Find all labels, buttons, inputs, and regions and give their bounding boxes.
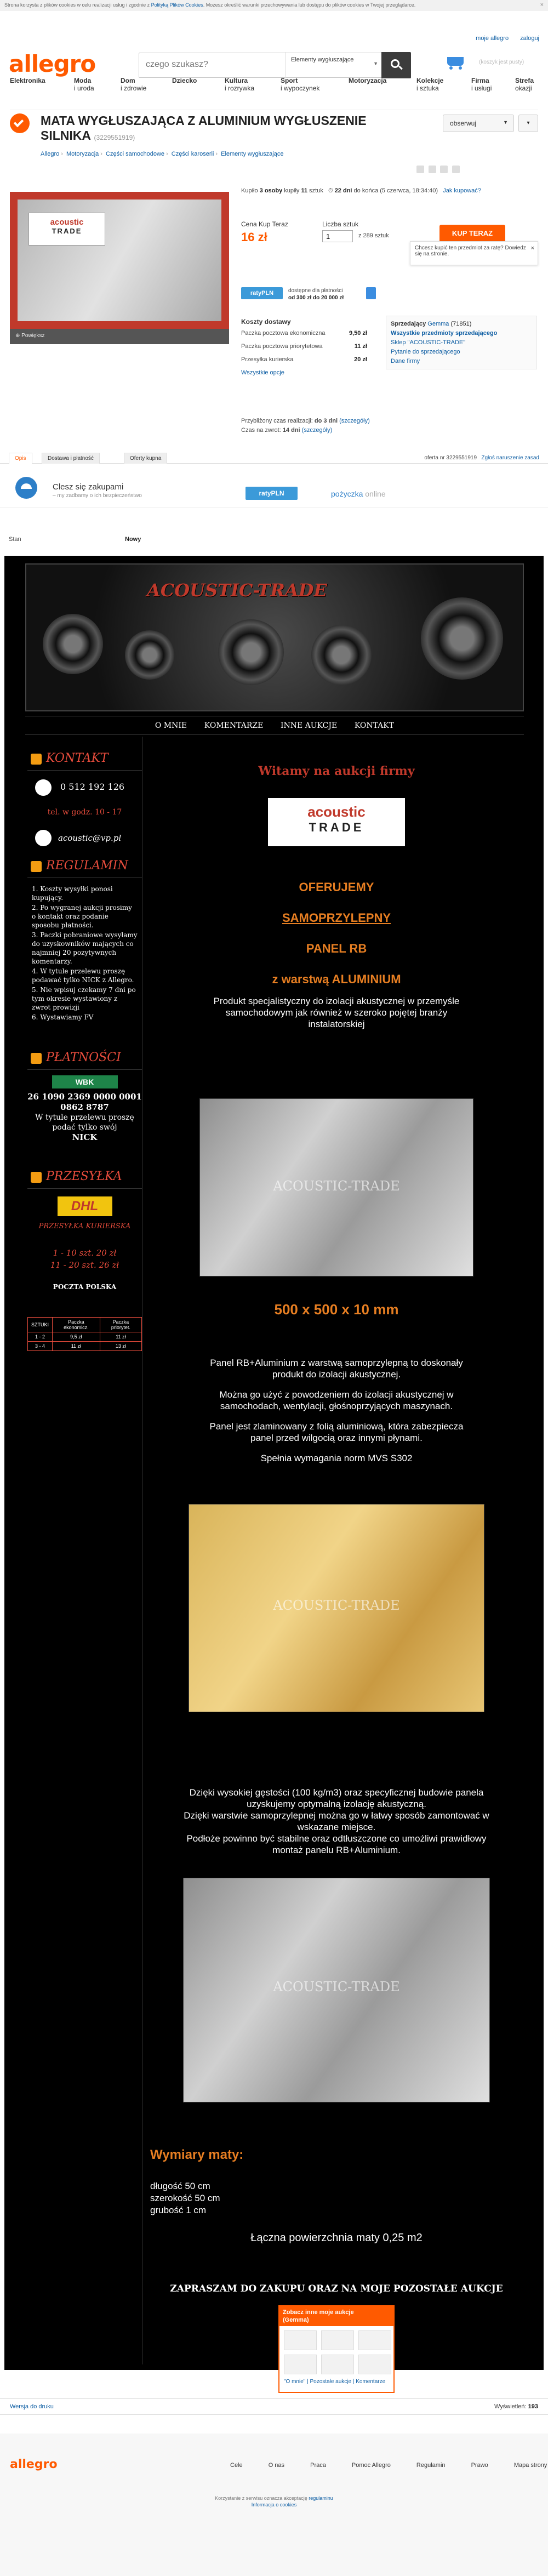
- print-version-link[interactable]: Wersja do druku: [10, 2403, 54, 2410]
- page-title: [41, 113, 402, 145]
- description-content: [145, 737, 528, 2364]
- bottom-bar: [0, 2398, 548, 2415]
- watermark: ACOUSTIC-TRADE: [273, 1178, 400, 1194]
- footer-link[interactable]: Praca: [310, 2462, 326, 2469]
- nav-item-motoryzacja[interactable]: Motoryzacja: [349, 77, 387, 84]
- rules-list: 1. Koszty wysyłki ponosi kupujący. 2. Po wygranej aukcji prosimy o kontakt oraz podanie sposobu płatności. 3. Paczki pobraniowe wysyłamy do uzyskowników mających co najmniej 20 pozytywnych komentarzy. 4. W tytule przelewu proszę podawać tylko NICK z Allegro. 5. Nie wpisuj czekamy 7 dni po tym okresie wystawiony z zwrot prowizji 6. Wystawiamy FV: [32, 885, 138, 1021]
- description-paragraph: Podłoże powinno być stabilne oraz odtłuszczone co umożliwi prawidłowy montaż panelu RB+Aluminium.: [186, 1833, 487, 1855]
- kontakt-heading: KONTAKT: [27, 746, 142, 771]
- footer-link[interactable]: Pomoc Allegro: [351, 2462, 391, 2469]
- ratypl-badge[interactable]: ratyPLN: [241, 287, 283, 299]
- print-icon[interactable]: [416, 166, 424, 173]
- category-select[interactable]: [285, 52, 381, 78]
- footer-link[interactable]: O nas: [268, 2462, 285, 2469]
- dimensions-heading: Wymiary maty:: [150, 2147, 244, 2162]
- email-address[interactable]: acoustic@vp.pl: [58, 833, 122, 843]
- invite-text: ZAPRASZAM DO ZAKUPU ORAZ NA MOJE POZOSTAŁE AUKCJE: [170, 2283, 503, 2294]
- category-label: Elementy wygłuszające: [291, 56, 354, 63]
- footer-link[interactable]: Mapa strony: [513, 2462, 547, 2469]
- nav-o-mnie[interactable]: O MNIE: [155, 721, 187, 730]
- footer-link[interactable]: Regulamin: [416, 2462, 446, 2469]
- banner-nav: [25, 716, 524, 734]
- footer-link[interactable]: Cele: [230, 2462, 243, 2469]
- check-icon: [10, 113, 30, 133]
- nav-komentarze[interactable]: KOMENTARZE: [204, 721, 264, 730]
- umbrella-icon: [15, 477, 37, 499]
- nav-inne-aukcje[interactable]: INNE AUKCJE: [280, 721, 338, 730]
- my-allegro-link[interactable]: moje allegro: [476, 35, 509, 42]
- watermark: ACOUSTIC-TRADE: [273, 1979, 400, 1994]
- bank-logo: WBK: [52, 1075, 118, 1088]
- terms-link[interactable]: regulaminu: [309, 2495, 333, 2501]
- description-paragraph: Dzięki warstwie samoprzylepnej można go w łatwy sposób zamontować w wskazane miejsce.: [184, 1810, 489, 1832]
- footer-link[interactable]: Prawo: [471, 2462, 488, 2469]
- other-auctions-grid: [284, 2330, 391, 2374]
- table-row: 3 - 4 11 zł 13 zł: [28, 1342, 142, 1351]
- description-sidebar: [27, 737, 142, 2364]
- facebook-icon[interactable]: [440, 166, 448, 173]
- watermark: ACOUSTIC-TRADE: [273, 1598, 400, 1614]
- tab-opis[interactable]: Opis: [9, 453, 32, 464]
- description-paragraph: Panel RB+Aluminium z warstwą samoprzylepną to doskonały produkt do izolacji akustycznej.: [210, 1358, 463, 1380]
- tooltip-text: Chcesz kupić ten przedmiot za ratę? Dowiedz się na stronie.: [415, 245, 526, 257]
- description-paragraph: Dzięki wysokiej gęstości (100 kg/m3) oraz specyficznej budowie panela uzyskujemy optymalną izolację akustyczną.: [189, 1787, 484, 1809]
- welcome-heading: Witamy na aukcji firmy: [258, 764, 415, 778]
- item-panel: [241, 181, 537, 376]
- cookie-text-2: . Możesz określić warunki przechowywania lub dostępu do plików cookies w Twojej przeglądarce.: [203, 2, 416, 8]
- offer-number: oferta nr 3229551919 Zgłoś naruszenie zasad: [424, 455, 539, 461]
- allegro-logo[interactable]: allegro: [9, 50, 96, 77]
- footer: [0, 2433, 548, 2576]
- loan-label[interactable]: pożyczka online: [331, 489, 386, 498]
- tabs: [0, 453, 548, 464]
- item-title: MATA WYGŁUSZAJĄCA Z ALUMINIUM WYGŁUSZENIE SILNIKA: [41, 113, 367, 143]
- protection-text: Clesz się zakupami – my zadbamy o ich bezpieczeństwo: [53, 482, 142, 499]
- offer-heading: PANEL RB: [306, 942, 367, 955]
- close-icon[interactable]: ×: [540, 2, 544, 8]
- gallery: [10, 164, 229, 345]
- ratypl-tooltip: [410, 241, 538, 265]
- cookie-text: Strona korzysta z plików cookies w celu realizacji usług i zgodnie z: [4, 2, 150, 8]
- zoom-button[interactable]: ⊕ Powiększ: [10, 329, 229, 344]
- share-icons: [416, 164, 462, 173]
- platnosci-heading: PŁATNOŚCI: [27, 1046, 142, 1070]
- header: [0, 11, 548, 77]
- phone-hours: tel. w godz. 10 - 17: [47, 808, 122, 817]
- email-icon: [35, 830, 52, 846]
- offer-heading: SAMOPRZYLEPNY: [282, 911, 391, 925]
- nav-item-kolekcje[interactable]: Kolekcje i sztuka: [416, 77, 444, 92]
- price: 16 zł: [241, 230, 267, 244]
- dimensions-list: długość 50 cm szerokość 50 cm grubość 1 cm: [150, 2181, 220, 2215]
- courier-info: PRZESYŁKA KURIERSKA 1 - 10 szt. 20 zł 11 - 20 szt. 26 zł POCZTA POLSKA: [38, 1222, 131, 1291]
- product-photo: [183, 1878, 490, 2102]
- cookie-bar: [0, 0, 548, 11]
- other-auctions-links[interactable]: "O mnie" | Pozostałe aukcje | Komentarze: [284, 2379, 386, 2385]
- google-plus-icon[interactable]: [452, 166, 460, 173]
- ratypl-info: dostępne dla płatności od 300 zł do 20 000 zł: [288, 288, 344, 301]
- breadcrumb-item[interactable]: Elementy wygłuszające: [221, 151, 284, 157]
- buy-now-button[interactable]: KUP TERAZ: [439, 225, 505, 242]
- product-photo: [199, 1098, 473, 1276]
- footer-logo[interactable]: allegro: [10, 2458, 58, 2471]
- acoustic-trade-logo: acoustic TRADE: [268, 798, 405, 846]
- cart-icon[interactable]: [445, 54, 467, 70]
- footer-copyright: Korzystanie z serwisu oznacza akceptację regulaminu Informacja o cookies: [0, 2495, 548, 2508]
- description-paragraph: Panel jest zlaminowany z folią aluminiową, która zabezpiecza panel przed wilgocią oraz innymi płynami.: [209, 1421, 464, 1443]
- dhl-logo: DHL: [58, 1196, 112, 1216]
- search-button[interactable]: [381, 52, 411, 78]
- offer-heading: OFERUJEMY: [299, 880, 374, 894]
- auction-thumbnail[interactable]: [321, 2355, 354, 2374]
- item-meta: Kupiło 3 osoby kupiły 11 sztuk ⏱ 22 dni do końca (5 czerwca, 18:34:40) Jak kupować?: [241, 187, 481, 194]
- phone-icon: [35, 779, 52, 796]
- chevron-down-icon: ▼: [373, 61, 378, 66]
- area-text: Łączna powierzchnia maty 0,25 m2: [250, 2232, 423, 2244]
- quantity-input[interactable]: [322, 230, 353, 242]
- regulamin-heading: REGULAMIN: [27, 854, 142, 878]
- other-auctions-widget: [278, 2305, 395, 2393]
- price-label: Cena Kup Teraz: [241, 220, 288, 228]
- dj-image: [421, 597, 503, 680]
- size-heading: 500 x 500 x 10 mm: [274, 1301, 399, 1318]
- nav-item-dom[interactable]: Dom i zdrowie: [121, 77, 147, 92]
- breadcrumb-item[interactable]: Części karoserii: [171, 151, 214, 157]
- ask-seller-link[interactable]: Pytanie do sprzedającego: [391, 349, 460, 355]
- poczta-table: [27, 1317, 142, 1351]
- watch-button[interactable]: [443, 115, 514, 132]
- headphones-image: [218, 619, 284, 685]
- return-details-link[interactable]: (szczegóły): [301, 427, 333, 434]
- condition-value: Nowy: [125, 536, 141, 543]
- item-title-row: [10, 110, 538, 157]
- offer-heading: z warstwą ALUMINIUM: [272, 972, 401, 986]
- footer-links: [230, 2462, 548, 2469]
- seller-box: [386, 316, 537, 369]
- seller-label: Sprzedający: [391, 321, 426, 327]
- close-icon[interactable]: ×: [530, 245, 534, 252]
- description-paragraph: Spełnia wymagania norm MVS S302: [260, 1453, 413, 1463]
- calculator-icon[interactable]: [366, 287, 376, 299]
- rss-icon: [31, 1053, 42, 1064]
- breadcrumb-item[interactable]: Allegro: [41, 151, 60, 157]
- bank-account: 26 1090 2369 0000 0001 0862 8787 W tytule przelewu proszę podać tylko swój NICK: [27, 1092, 142, 1142]
- shipping-option: Paczka pocztowa priorytetowa 11 zł: [241, 343, 367, 350]
- item-description: [4, 556, 544, 2370]
- quantity-label: Liczba sztuk: [322, 220, 359, 228]
- shipping-costs: [241, 318, 367, 376]
- top-links: [466, 35, 539, 42]
- breadcrumb-item[interactable]: Części samochodowe: [106, 151, 165, 157]
- cookies-link[interactable]: Informacja o cookies: [251, 2502, 297, 2507]
- how-to-buy-link[interactable]: Jak kupować?: [443, 187, 481, 194]
- seller-shop-link[interactable]: Sklep "ACOUSTIC-TRADE": [391, 339, 466, 346]
- phone-number: 0 512 192 126: [60, 782, 125, 792]
- speaker-image: [43, 614, 103, 674]
- acoustic-trade-logo: acoustic TRADE: [28, 213, 105, 246]
- nav-item-kultura[interactable]: Kultura i rozrywka: [225, 77, 255, 92]
- breadcrumb: Allegro › Motoryzacja › Części samochodowe › Części karoserii › Elementy wygłuszające: [41, 151, 284, 157]
- auction-thumbnail[interactable]: [284, 2330, 317, 2350]
- chevron-down-icon: ▼: [503, 119, 508, 125]
- nav-item-elektronika[interactable]: Elektronika: [10, 77, 45, 84]
- description-paragraph: Produkt specjalistyczny do izolacji akustycznej w przemyśle samochodowym jak również w szeroko pojętej branży instalatorskiej: [213, 996, 460, 1029]
- description-paragraph: Można go użyć z powodzeniem do izolacji akustycznej w samochodach, wentylacji, głośnoprzyjących maszynach.: [219, 1389, 454, 1411]
- item-id: (3229551919): [94, 134, 135, 141]
- report-link[interactable]: Zgłoś naruszenie zasad: [481, 455, 539, 461]
- nav-item-sport[interactable]: Sport i wypoczynek: [281, 77, 320, 92]
- condition-label: Stan: [9, 536, 21, 543]
- speaker-image: [125, 630, 174, 680]
- watch-label: obserwuj: [450, 119, 477, 127]
- shipping-title: Koszty dostawy: [241, 318, 291, 326]
- view-count: Wyświetleń: 193: [494, 2403, 538, 2410]
- table-row: SZTUKI Paczka ekonomicz. Paczka priorytet.: [28, 1318, 142, 1332]
- nav-item-dziecko[interactable]: Dziecko: [172, 77, 197, 84]
- nav-item-moda[interactable]: Moda i uroda: [74, 77, 94, 92]
- product-photo: [189, 1504, 484, 1712]
- shipping-option: Przesyłka kurierska 20 zł: [241, 356, 367, 363]
- tab-oferty[interactable]: Oferty kupna: [124, 453, 167, 464]
- all-shipping-options-link[interactable]: Wszystkie opcje: [241, 369, 284, 376]
- condition-row: [9, 536, 141, 543]
- seller-all-items-link[interactable]: Wszystkie przedmioty sprzedającego: [391, 330, 498, 337]
- quantity-available: z 289 sztuk: [358, 232, 389, 239]
- auction-thumbnail[interactable]: [321, 2330, 354, 2350]
- nav-item-firma[interactable]: Firma i usługi: [471, 77, 492, 92]
- seller-banner: [25, 563, 524, 711]
- seller-name[interactable]: Gemma: [427, 321, 449, 327]
- login-link[interactable]: zaloguj: [520, 35, 539, 42]
- category-nav: [10, 77, 538, 100]
- shipping-option: Paczka pocztowa ekonomiczna 9,50 zł: [241, 330, 367, 337]
- breadcrumb-item[interactable]: Motoryzacja: [66, 151, 99, 157]
- other-auctions-header: Zobacz inne moje aukcje (Gemma): [279, 2306, 393, 2326]
- clock-icon: ⏱: [328, 187, 333, 194]
- ratypl-loan-badge[interactable]: ratyPLN: [246, 487, 298, 500]
- tab-dostawa[interactable]: Dostawa i płatność: [42, 453, 100, 464]
- przesylka-heading: PRZESYŁKA: [27, 1165, 142, 1189]
- auction-thumbnail[interactable]: [358, 2355, 391, 2374]
- turntable-image: [311, 625, 372, 685]
- delivery-details-link[interactable]: (szczegóły): [339, 418, 370, 424]
- auction-thumbnail[interactable]: [284, 2355, 317, 2374]
- nav-kontakt[interactable]: KONTAKT: [354, 721, 395, 730]
- search-input[interactable]: [146, 60, 283, 70]
- rss-icon: [31, 1172, 42, 1183]
- delivery-info: Przybliżony czas realizacji: do 3 dni (szczegóły) Czas na zwrot: 14 dni (szczegóły): [241, 418, 370, 434]
- mail-icon[interactable]: [429, 166, 436, 173]
- nav-item-strefa[interactable]: Strefa okazji: [515, 77, 534, 92]
- main-product-image[interactable]: [10, 192, 229, 329]
- rss-icon: [31, 754, 42, 765]
- auction-thumbnail[interactable]: [358, 2330, 391, 2350]
- table-row: 1 - 2 9,5 zł 11 zł: [28, 1332, 142, 1342]
- banner-title: ACOUSTIC-TRADE: [147, 580, 327, 601]
- cart-status: (koszyk jest pusty): [479, 59, 524, 65]
- zoom-icon: ⊕: [15, 333, 22, 339]
- cookie-policy-link[interactable]: Polityką Plików Cookies: [151, 2, 203, 8]
- seller-rating: (71851): [450, 321, 472, 327]
- rss-icon: [31, 861, 42, 872]
- more-button[interactable]: ▾: [518, 115, 538, 132]
- company-data-link[interactable]: Dane firmy: [391, 358, 420, 364]
